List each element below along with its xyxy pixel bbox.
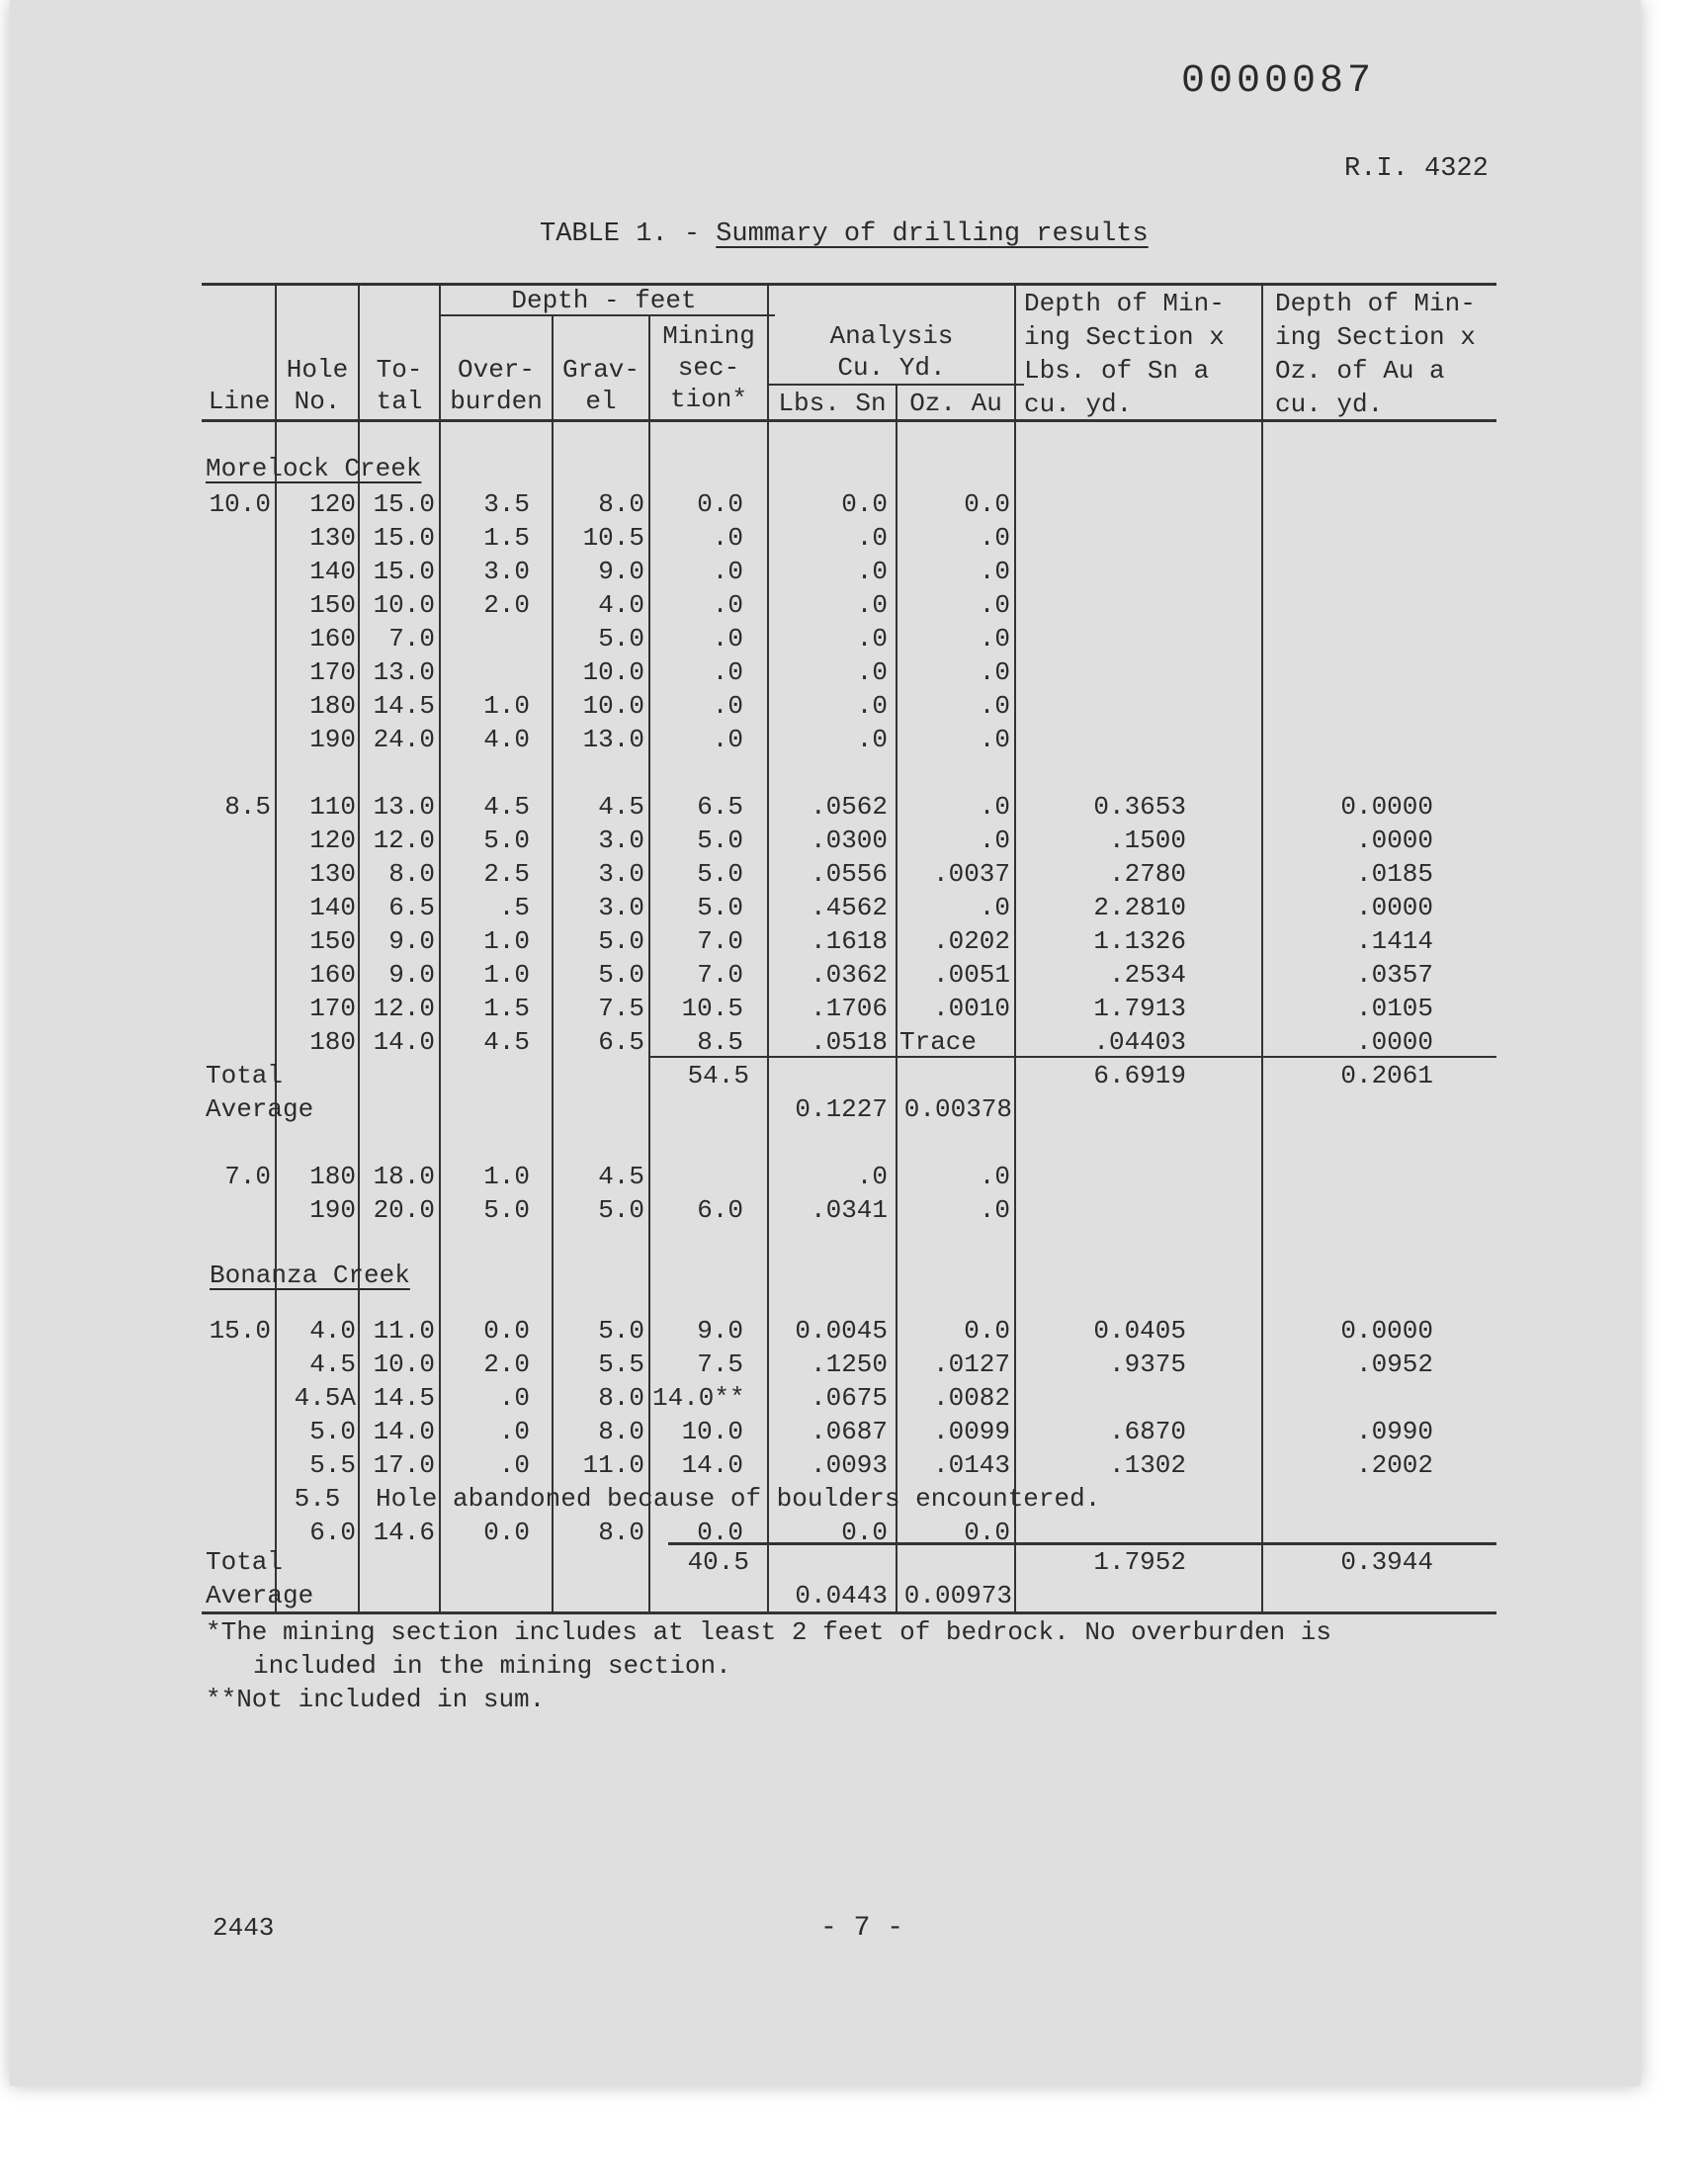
cell-oz-au: 0.0 — [964, 1518, 1010, 1547]
cell-depth-sn: 1.7913 — [1093, 994, 1186, 1023]
sum-sn-2: 1.7952 — [1093, 1547, 1186, 1577]
col-rule-overburden — [552, 316, 554, 1611]
cell-total: 10.0 — [373, 1349, 435, 1379]
cell-oz-au: .0082 — [932, 1383, 1010, 1413]
cell-hole-no: 150 — [309, 926, 356, 956]
cell-hole-no: 180 — [309, 691, 356, 721]
cell-gravel: 3.0 — [598, 893, 644, 922]
cell-overburden: 0.0 — [483, 1518, 530, 1547]
cell-lbs-sn: 0.0 — [841, 1518, 888, 1547]
cell-depth-au: .0000 — [1355, 826, 1433, 855]
cell-gravel: 4.5 — [598, 1162, 644, 1191]
cell-mining-section: 5.0 — [697, 859, 743, 889]
cell-overburden: 2.5 — [483, 859, 530, 889]
document-code: 2443 — [213, 1913, 275, 1943]
cell-hole-no: 120 — [309, 489, 356, 519]
cell-overburden: 4.0 — [483, 725, 530, 754]
cell-total: 9.0 — [388, 960, 435, 990]
average-label-2: Average — [206, 1581, 314, 1610]
cell-overburden: 1.0 — [483, 691, 530, 721]
cell-total: 13.0 — [373, 657, 435, 687]
cell-total: 8.0 — [388, 859, 435, 889]
cell-depth-au: 0.0000 — [1340, 792, 1433, 822]
cell-mining-section: .0 — [712, 657, 743, 687]
cell-hole-no: 5.5 — [309, 1450, 356, 1480]
cell-lbs-sn: .0675 — [810, 1383, 888, 1413]
cell-gravel: 5.0 — [598, 960, 644, 990]
cell-oz-au: .0051 — [932, 960, 1010, 990]
cell-mining-section: 14.0** — [652, 1383, 745, 1413]
cell-mining-section: .0 — [712, 557, 743, 586]
cell-total: 11.0 — [373, 1316, 435, 1346]
header-analysis: Analysis Cu. Yd. — [829, 321, 954, 383]
cell-total: 15.0 — [373, 557, 435, 586]
cell-lbs-sn: 0.0 — [841, 489, 888, 519]
cell-oz-au: .0127 — [932, 1349, 1010, 1379]
col-rule-mining — [767, 285, 769, 1611]
cell-lbs-sn: .0687 — [810, 1417, 888, 1446]
cell-oz-au: .0 — [979, 657, 1010, 687]
table-title-text: Summary of drilling results — [716, 219, 1149, 249]
cell-hole-no: 6.0 — [309, 1518, 356, 1547]
cell-oz-au: .0 — [979, 893, 1010, 922]
mining-total-1: 54.5 — [687, 1061, 749, 1090]
cell-hole-no: 160 — [309, 624, 356, 653]
cell-gravel: 4.0 — [598, 590, 644, 620]
cell-overburden: .0 — [498, 1450, 530, 1480]
cell-lbs-sn: .0 — [856, 1162, 888, 1191]
cell-lbs-sn: .0 — [856, 590, 888, 620]
cell-oz-au: .0 — [979, 1195, 1010, 1225]
col-rule-oz — [1014, 285, 1016, 1611]
cell-total: 20.0 — [373, 1195, 435, 1225]
cell-mining-section: 6.0 — [697, 1195, 743, 1225]
cell-hole-no: 110 — [309, 792, 356, 822]
total-label-1: Total — [206, 1061, 284, 1090]
cell-depth-sn: .2780 — [1108, 859, 1186, 889]
cell-gravel: 5.0 — [598, 1316, 644, 1346]
cell-lbs-sn: .0 — [856, 523, 888, 553]
cell-mining-section: 6.5 — [697, 792, 743, 822]
cell-lbs-sn: .0362 — [810, 960, 888, 990]
cell-overburden: 1.5 — [483, 994, 530, 1023]
cell-lbs-sn: .4562 — [810, 893, 888, 922]
cell-hole-no: 170 — [309, 994, 356, 1023]
col-rule-depth-sn — [1261, 285, 1263, 1611]
cell-total: 12.0 — [373, 826, 435, 855]
cell-hole-no: 120 — [309, 826, 356, 855]
header-oz-au: Oz. Au — [909, 389, 1002, 418]
cell-mining-section: 9.0 — [697, 1316, 743, 1346]
cell-oz-au: .0 — [979, 523, 1010, 553]
cell-hole-no: 5.0 — [309, 1417, 356, 1446]
cell-oz-au: Trace — [899, 1027, 978, 1057]
cell-depth-sn: 0.0405 — [1093, 1316, 1186, 1346]
cell-depth-au: .0000 — [1355, 1027, 1433, 1057]
cell-oz-au: .0 — [979, 826, 1010, 855]
abandoned-hole: 5.5 — [294, 1484, 341, 1514]
cell-depth-sn: .6870 — [1108, 1417, 1186, 1446]
cell-total: 12.0 — [373, 994, 435, 1023]
cell-overburden: 3.0 — [483, 557, 530, 586]
header-depth-feet: Depth - feet — [511, 286, 697, 315]
cell-gravel: 11.0 — [582, 1450, 644, 1480]
cell-mining-section: .0 — [712, 590, 743, 620]
cell-gravel: 10.0 — [582, 691, 644, 721]
cell-depth-sn: .1500 — [1108, 826, 1186, 855]
cell-total: 13.0 — [373, 792, 435, 822]
cell-depth-sn: .04403 — [1093, 1027, 1186, 1057]
cell-hole-no: 190 — [309, 725, 356, 754]
header-total: To- tal — [376, 355, 423, 416]
cell-overburden: 0.0 — [483, 1316, 530, 1346]
avg-au-2: 0.00973 — [903, 1581, 1012, 1610]
cell-gravel: 8.0 — [598, 1518, 644, 1547]
cell-gravel: 8.0 — [598, 1383, 644, 1413]
cell-overburden: 5.0 — [483, 826, 530, 855]
cell-hole-no: 4.5A — [294, 1383, 356, 1413]
cell-oz-au: 0.0 — [964, 489, 1010, 519]
cell-gravel: 4.5 — [598, 792, 644, 822]
cell-mining-section: .0 — [712, 725, 743, 754]
cell-mining-section: 0.0 — [697, 1518, 743, 1547]
sum-sn-1: 6.6919 — [1093, 1061, 1186, 1090]
cell-lbs-sn: .1618 — [810, 926, 888, 956]
cell-overburden: 4.5 — [483, 1027, 530, 1057]
cell-lbs-sn: .0093 — [810, 1450, 888, 1480]
cell-gravel: 5.5 — [598, 1349, 644, 1379]
cell-oz-au: .0 — [979, 1162, 1010, 1191]
cell-hole-no: 130 — [309, 523, 356, 553]
cell-lbs-sn: .0 — [856, 725, 888, 754]
cell-lbs-sn: .0562 — [810, 792, 888, 822]
cell-overburden: .5 — [498, 893, 530, 922]
average-label-1: Average — [206, 1094, 314, 1124]
cell-oz-au: .0202 — [932, 926, 1010, 956]
header-depth-au: Depth of Min- ing Section x Oz. of Au a cu. yd. — [1275, 289, 1476, 419]
cell-depth-au: .0990 — [1355, 1417, 1433, 1446]
cell-gravel: 5.0 — [598, 1195, 644, 1225]
cell-line: 7.0 — [224, 1162, 271, 1191]
sum-au-1: 0.2061 — [1340, 1061, 1433, 1090]
cell-line: 10.0 — [209, 489, 271, 519]
cell-mining-section: 10.0 — [681, 1417, 743, 1446]
cell-lbs-sn: .1706 — [810, 994, 888, 1023]
cell-oz-au: .0 — [979, 624, 1010, 653]
cell-total: 17.0 — [373, 1450, 435, 1480]
avg-sn-2: 0.0443 — [795, 1581, 888, 1610]
table-title-prefix: TABLE 1. - — [540, 219, 717, 249]
cell-hole-no: 190 — [309, 1195, 356, 1225]
cell-total: 14.5 — [373, 691, 435, 721]
cell-overburden: .0 — [498, 1383, 530, 1413]
cell-overburden: 4.5 — [483, 792, 530, 822]
col-rule-total — [439, 285, 441, 1611]
cell-lbs-sn: .0 — [856, 557, 888, 586]
cell-lbs-sn: .0341 — [810, 1195, 888, 1225]
abandoned-note: Hole abandoned because of boulders encountered. — [376, 1484, 1101, 1514]
cell-hole-no: 180 — [309, 1162, 356, 1191]
cell-gravel: 6.5 — [598, 1027, 644, 1057]
header-hole-no: Hole No. — [286, 355, 349, 416]
cell-depth-sn: .2534 — [1108, 960, 1186, 990]
cell-depth-sn: .9375 — [1108, 1349, 1186, 1379]
cell-total: 15.0 — [373, 523, 435, 553]
cell-depth-au: .0105 — [1355, 994, 1433, 1023]
cell-gravel: 13.0 — [582, 725, 644, 754]
cell-oz-au: .0 — [979, 590, 1010, 620]
col-rule-gravel — [648, 316, 650, 1611]
cell-mining-section: 10.5 — [681, 994, 743, 1023]
cell-gravel: 8.0 — [598, 1417, 644, 1446]
page-number: - 7 - — [820, 1913, 904, 1944]
cell-overburden: 2.0 — [483, 590, 530, 620]
cell-overburden: 1.0 — [483, 1162, 530, 1191]
avg-au-1: 0.00378 — [903, 1094, 1012, 1124]
cell-overburden: 2.0 — [483, 1349, 530, 1379]
footnote-2: **Not included in sum. — [206, 1685, 546, 1714]
cell-mining-section: 14.0 — [681, 1450, 743, 1480]
cell-mining-section: 7.5 — [697, 1349, 743, 1379]
cell-depth-au: .0357 — [1355, 960, 1433, 990]
cell-oz-au: .0 — [979, 557, 1010, 586]
cell-line: 8.5 — [224, 792, 271, 822]
sum-au-2: 0.3944 — [1340, 1547, 1433, 1577]
cell-gravel: 10.0 — [582, 657, 644, 687]
cell-gravel: 7.5 — [598, 994, 644, 1023]
cell-depth-au: .0000 — [1355, 893, 1433, 922]
cell-gravel: 5.0 — [598, 624, 644, 653]
cell-total: 7.0 — [388, 624, 435, 653]
cell-total: 10.0 — [373, 590, 435, 620]
cell-total: 15.0 — [373, 489, 435, 519]
col-rule-lbs — [896, 386, 897, 1611]
cell-depth-au: .1414 — [1355, 926, 1433, 956]
cell-lbs-sn: 0.0045 — [795, 1316, 888, 1346]
cell-depth-au: .0952 — [1355, 1349, 1433, 1379]
cell-total: 14.5 — [373, 1383, 435, 1413]
cell-oz-au: .0037 — [932, 859, 1010, 889]
cell-hole-no: 4.0 — [309, 1316, 356, 1346]
cell-lbs-sn: .0 — [856, 691, 888, 721]
cell-hole-no: 130 — [309, 859, 356, 889]
footnote-1-cont: included in the mining section. — [253, 1651, 731, 1681]
cell-depth-sn: .1302 — [1108, 1450, 1186, 1480]
cell-mining-section: 8.5 — [697, 1027, 743, 1057]
header-overburden: Over- burden — [450, 355, 543, 416]
cell-overburden: 1.5 — [483, 523, 530, 553]
cell-total: 14.0 — [373, 1027, 435, 1057]
cell-total: 9.0 — [388, 926, 435, 956]
cell-gravel: 8.0 — [598, 489, 644, 519]
mining-total-2: 40.5 — [687, 1547, 749, 1577]
cell-mining-section: .0 — [712, 691, 743, 721]
cell-total: 14.0 — [373, 1417, 435, 1446]
document-page — [10, 0, 1641, 2086]
section-morelock-creek: Morelock Creek — [206, 454, 422, 483]
header-lbs-sn: Lbs. Sn — [778, 389, 887, 418]
cell-mining-section: 5.0 — [697, 893, 743, 922]
rule-bottom — [202, 1611, 1496, 1614]
cell-gravel: 3.0 — [598, 826, 644, 855]
section-bonanza-creek: Bonanza Creek — [210, 1261, 410, 1290]
cell-total: 6.5 — [388, 893, 435, 922]
cell-overburden: .0 — [498, 1417, 530, 1446]
cell-depth-au: .2002 — [1355, 1450, 1433, 1480]
cell-overburden: 5.0 — [483, 1195, 530, 1225]
cell-mining-section: 7.0 — [697, 926, 743, 956]
cell-depth-sn: 2.2810 — [1093, 893, 1186, 922]
cell-lbs-sn: .0300 — [810, 826, 888, 855]
cell-mining-section: .0 — [712, 624, 743, 653]
document-number: 0000087 — [1181, 59, 1376, 104]
cell-lbs-sn: .0556 — [810, 859, 888, 889]
header-line: Line — [208, 387, 271, 416]
cell-oz-au: 0.0 — [964, 1316, 1010, 1346]
cell-depth-sn: 1.1326 — [1093, 926, 1186, 956]
table-title — [540, 219, 1149, 249]
cell-hole-no: 160 — [309, 960, 356, 990]
header-depth-sn: Depth of Min- ing Section x Lbs. of Sn a cu. yd. — [1024, 289, 1225, 419]
cell-hole-no: 140 — [309, 893, 356, 922]
cell-lbs-sn: .0 — [856, 624, 888, 653]
cell-depth-au: 0.0000 — [1340, 1316, 1433, 1346]
cell-lbs-sn: .0518 — [810, 1027, 888, 1057]
cell-overburden: 3.5 — [483, 489, 530, 519]
cell-mining-section: 7.0 — [697, 960, 743, 990]
header-gravel: Grav- el — [561, 355, 640, 416]
cell-hole-no: 180 — [309, 1027, 356, 1057]
cell-gravel: 9.0 — [598, 557, 644, 586]
cell-hole-no: 150 — [309, 590, 356, 620]
cell-gravel: 3.0 — [598, 859, 644, 889]
cell-total: 18.0 — [373, 1162, 435, 1191]
cell-gravel: 10.5 — [582, 523, 644, 553]
cell-lbs-sn: .0 — [856, 657, 888, 687]
footnote-1: *The mining section includes at least 2 feet of bedrock. No overburden is — [206, 1617, 1331, 1647]
avg-sn-1: 0.1227 — [795, 1094, 888, 1124]
cell-total: 14.6 — [373, 1518, 435, 1547]
cell-hole-no: 170 — [309, 657, 356, 687]
cell-oz-au: .0099 — [932, 1417, 1010, 1446]
cell-oz-au: .0 — [979, 691, 1010, 721]
cell-lbs-sn: .1250 — [810, 1349, 888, 1379]
cell-total: 24.0 — [373, 725, 435, 754]
header-mining-section: Mining sec- tion* — [662, 321, 755, 414]
cell-mining-section: 0.0 — [697, 489, 743, 519]
cell-oz-au: .0 — [979, 792, 1010, 822]
report-id: R.I. 4322 — [1344, 154, 1489, 184]
cell-hole-no: 4.5 — [309, 1349, 356, 1379]
cell-oz-au: .0 — [979, 725, 1010, 754]
cell-gravel: 5.0 — [598, 926, 644, 956]
cell-oz-au: .0010 — [932, 994, 1010, 1023]
cell-overburden: 1.0 — [483, 926, 530, 956]
cell-oz-au: .0143 — [932, 1450, 1010, 1480]
cell-depth-sn: 0.3653 — [1093, 792, 1186, 822]
rule-top — [202, 283, 1496, 286]
cell-hole-no: 140 — [309, 557, 356, 586]
total-label-2: Total — [206, 1547, 284, 1577]
cell-overburden: 1.0 — [483, 960, 530, 990]
cell-mining-section: 5.0 — [697, 826, 743, 855]
cell-mining-section: .0 — [712, 523, 743, 553]
cell-line: 15.0 — [209, 1316, 271, 1346]
cell-depth-au: .0185 — [1355, 859, 1433, 889]
